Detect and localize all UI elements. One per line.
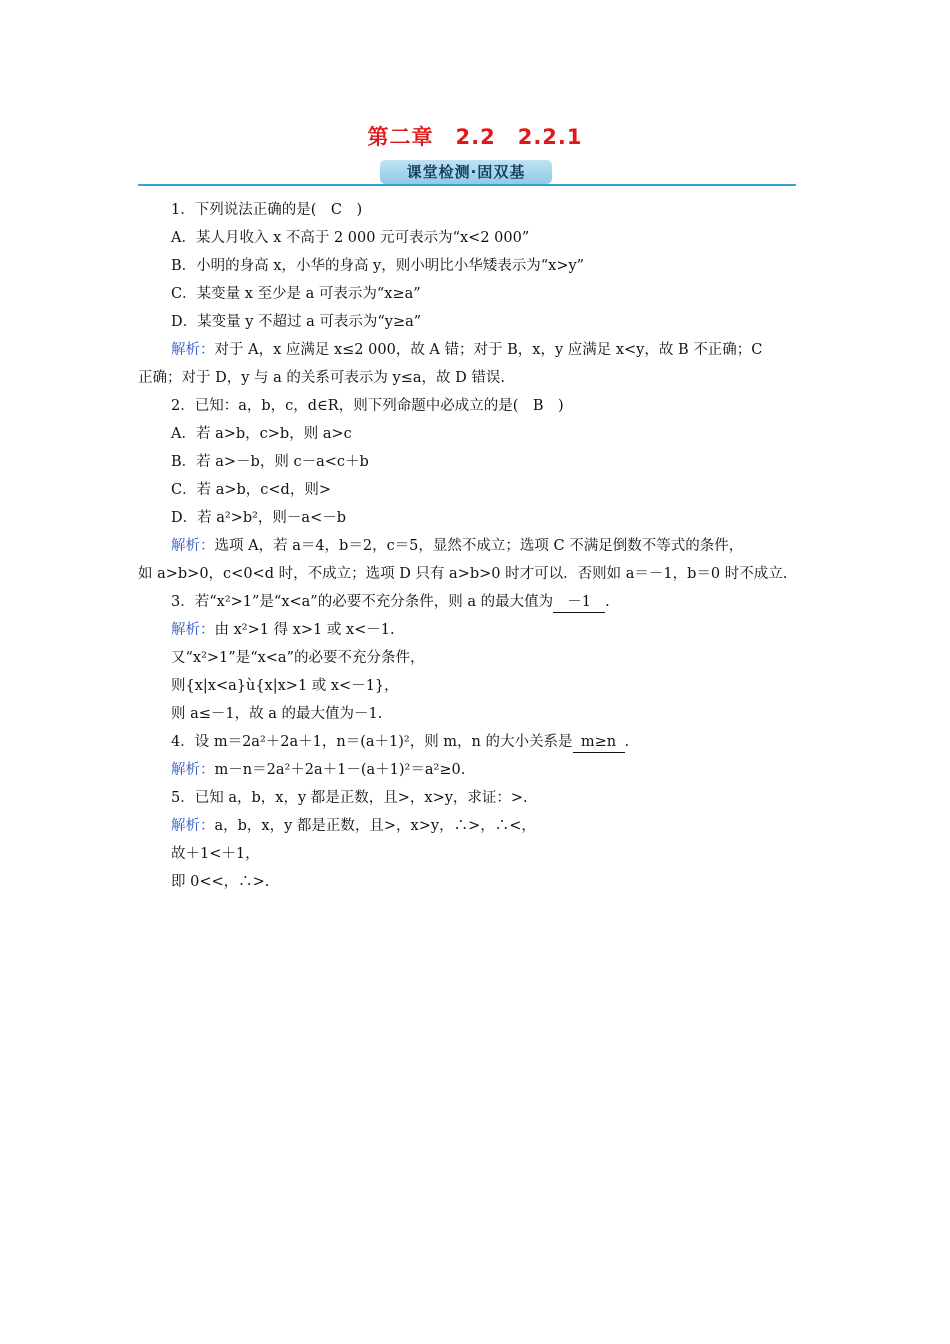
text-line (138, 448, 818, 476)
text-line (138, 784, 818, 812)
text-line (138, 672, 818, 700)
text-line (138, 700, 818, 728)
line-text: 则 a≤－1，故 a 的最大值为－1. (171, 706, 383, 722)
text-line (138, 588, 818, 616)
line-text: D．若 a²>b²，则－a<－b (171, 510, 347, 526)
line-end: . (624, 734, 630, 750)
line-text: 1．下列说法正确的是( C ) (171, 202, 363, 218)
text-line (138, 420, 818, 448)
text-line (138, 504, 818, 532)
analysis-label: 解析： (171, 622, 215, 638)
line-text: C．若 a>b，c<d，则> (171, 482, 331, 498)
text-line (138, 728, 818, 756)
analysis-label: 解析： (171, 762, 215, 778)
line-text: 2．已知：a，b，c，d∈R，则下列命题中必成立的是( B ) (171, 398, 564, 414)
text-line (138, 840, 818, 868)
line-text: D．某变量 y 不超过 a 可表示为“y≥a” (171, 314, 422, 330)
analysis-label: 解析： (171, 818, 215, 834)
answer-blank: －1 (553, 592, 605, 613)
line-text: B．若 a>－b，则 c－a<c＋b (171, 454, 369, 470)
text-line (138, 644, 818, 672)
line-text: 选项 A，若 a＝4，b＝2，c＝5，显然不成立；选项 C 不满足倒数不等式的条件， (214, 538, 744, 554)
line-text: 又“x²>1”是“x<a”的必要不充分条件， (171, 650, 425, 666)
header-divider (138, 184, 796, 186)
text-line (138, 532, 818, 560)
line-text: C．某变量 x 至少是 a 可表示为“x≥a” (171, 286, 421, 302)
line-text: 则{x|x<a}ù{x|x>1 或 x<－1}， (171, 678, 399, 694)
text-line (138, 196, 818, 224)
text-line (138, 308, 818, 336)
line-text: B．小明的身高 x，小华的身高 y，则小明比小华矮表示为“x>y” (171, 258, 585, 274)
line-text: 由 x²>1 得 x>1 或 x<－1. (214, 622, 395, 638)
line-text: 即 0<<，∴>. (171, 874, 270, 890)
text-line (138, 392, 818, 420)
text-line (138, 252, 818, 280)
analysis-label: 解析： (171, 342, 215, 358)
text-line (138, 812, 818, 840)
text-line (138, 868, 818, 896)
text-line (138, 560, 818, 588)
section-banner: 课堂检测·固双基 (380, 160, 552, 184)
text-line (138, 224, 818, 252)
text-line (138, 756, 818, 784)
line-end: . (605, 594, 610, 610)
chapter-title: 第二章 2.2 2.2.1 (367, 125, 583, 149)
line-text: m－n＝2a²＋2a＋1－(a＋1)²＝a²≥0. (214, 762, 466, 778)
line-text: 正确；对于 D，y 与 a 的关系可表示为 y≤a，故 D 错误. (138, 370, 505, 386)
text-line (138, 336, 818, 364)
line-text: 对于 A，x 应满足 x≤2 000，故 A 错；对于 B，x，y 应满足 x<y，故 B 不正确；C (214, 342, 763, 358)
analysis-label: 解析： (171, 538, 215, 554)
line-text: A．若 a>b，c>b，则 a>c (171, 426, 352, 442)
line-text: 故＋1<＋1， (171, 846, 260, 862)
line-text: 5．已知 a，b，x，y 都是正数，且>，x>y，求证：>. (171, 790, 528, 806)
line-text: 如 a>b>0，c<0<d 时，不成立；选项 D 只有 a>b>0 时才可以．否则如 a＝－1，b＝0 时不成立. (138, 566, 788, 582)
exercise-content (138, 196, 818, 896)
text-line (138, 364, 818, 392)
answer-blank: m≥n (573, 732, 625, 753)
line-text: A．某人月收入 x 不高于 2 000 元可表示为“x<2 000” (171, 230, 530, 246)
line-text: 3．若“x²>1”是“x<a”的必要不充分条件，则 a 的最大值为 (171, 594, 554, 610)
text-line (138, 280, 818, 308)
text-line (138, 616, 818, 644)
line-text: 4．设 m＝2a²＋2a＋1，n＝(a＋1)²，则 m，n 的大小关系是 (171, 734, 573, 750)
text-line (138, 476, 818, 504)
line-text: a，b，x，y 都是正数，且>，x>y，∴>，∴<， (214, 818, 536, 834)
